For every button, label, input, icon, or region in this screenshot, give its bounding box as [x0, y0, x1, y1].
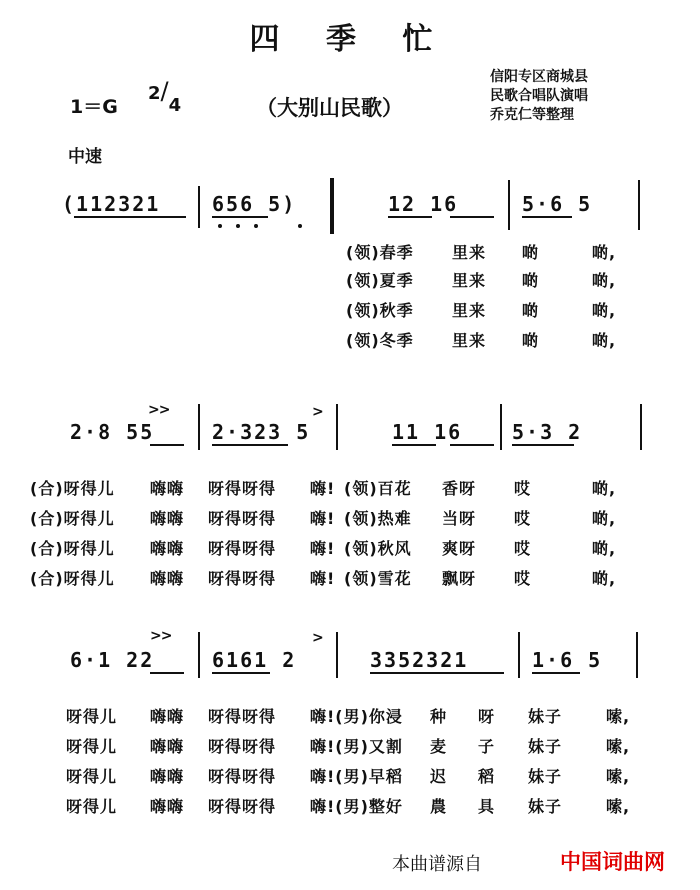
lyric-cell: 呀得呀得	[208, 509, 277, 528]
lyric-cell: (合)呀得儿	[30, 569, 115, 588]
lyric-cell: 里来	[452, 243, 487, 262]
lyric-cell: 迟	[430, 767, 448, 786]
lyric-cell: 呀得儿	[66, 767, 118, 786]
notes-r2-a: 2·8 55	[70, 420, 155, 444]
lyric-cell: 啲,	[592, 509, 617, 528]
credit-line: 民歌合唱队演唱	[490, 88, 588, 104]
lyric-cell: 嗨!	[310, 569, 336, 588]
lyric-cell: 嗨!(男)又割	[310, 737, 403, 756]
lyric-cell: (领)秋风	[344, 539, 412, 558]
lyric-cell: 嗨!	[310, 479, 336, 498]
time-signature: 2/4	[148, 77, 182, 116]
lyric-cell: (领)夏季	[346, 271, 414, 290]
lyric-cell: 啲	[522, 301, 540, 320]
lyric-cell: 里来	[452, 271, 487, 290]
lyric-cell: 嗦,	[606, 737, 631, 756]
lyric-cell: 呀得呀得	[208, 707, 277, 726]
lyric-cell: 嗨!(男)整好	[310, 797, 403, 816]
beam	[512, 444, 574, 446]
beam	[150, 444, 184, 446]
lyric-cell: 啲	[522, 331, 540, 350]
lyric-cell: 嗨!(男)你浸	[310, 707, 403, 726]
low-dot	[298, 224, 302, 228]
lyric-cell: 里来	[452, 301, 487, 320]
barline	[336, 632, 338, 678]
lyric-cell: 呀得呀得	[208, 797, 277, 816]
lyric-cell: 哎	[514, 509, 532, 528]
lyric-cell: 哎	[514, 539, 532, 558]
tempo-marking: 中速	[68, 147, 102, 167]
source-note: 本曲谱源自	[392, 854, 482, 875]
lyric-cell: 啲	[522, 243, 540, 262]
barline	[336, 404, 338, 450]
time-denominator: 4	[168, 95, 182, 116]
beam	[150, 672, 184, 674]
lyric-cell: 嗨嗨	[150, 569, 185, 588]
lyric-cell: 哎	[514, 569, 532, 588]
notes-r2-b: 2·323 5	[212, 420, 311, 444]
lyric-cell: 稻	[478, 767, 496, 786]
lyric-cell: 嗨嗨	[150, 797, 185, 816]
notes-r2-d: 5·3 2	[512, 420, 583, 444]
lyric-cell: 呀得呀得	[208, 479, 277, 498]
double-barline	[330, 178, 334, 234]
barline	[638, 180, 640, 230]
notes-r1-d: 5·6 5	[522, 192, 593, 216]
beam	[522, 216, 572, 218]
lyric-cell: 啲,	[592, 271, 617, 290]
notes-r3-a: 6·1 22	[70, 648, 155, 672]
lyric-cell: 啲	[522, 271, 540, 290]
notes-r1-c: 12 16	[388, 192, 459, 216]
key-signature: 1＝G	[70, 96, 118, 118]
lyric-cell: 当呀	[442, 509, 477, 528]
lyric-cell: 啲,	[592, 301, 617, 320]
barline	[198, 404, 200, 450]
lyric-cell: 麦	[430, 737, 448, 756]
lyric-cell: 具	[478, 797, 496, 816]
barline	[500, 404, 502, 450]
lyric-cell: 呀得儿	[66, 797, 118, 816]
lyric-cell: 啲,	[592, 331, 617, 350]
lyric-cell: 呀得儿	[66, 707, 118, 726]
lyric-cell: 飘呀	[442, 569, 477, 588]
lyric-cell: 嗨!	[310, 509, 336, 528]
lyric-cell: (领)热难	[344, 509, 412, 528]
lyric-cell: (合)呀得儿	[30, 539, 115, 558]
credit-line: 乔克仁等整理	[490, 107, 574, 123]
barline	[636, 632, 638, 678]
credit-line: 信阳专区商城县	[490, 69, 588, 85]
low-dot	[236, 224, 240, 228]
notes-r3-c: 3352321	[370, 648, 469, 672]
beam	[212, 444, 288, 446]
beam	[388, 216, 432, 218]
lyric-cell: 种	[430, 707, 448, 726]
lyric-cell: 呀	[478, 707, 496, 726]
notes-r2-c: 11 16	[392, 420, 463, 444]
lyric-cell: 嗨嗨	[150, 767, 185, 786]
barline	[198, 632, 200, 678]
time-numerator: 2	[148, 83, 161, 104]
lyric-cell: (领)冬季	[346, 331, 414, 350]
lyric-cell: 啲,	[592, 569, 617, 588]
notes-r1-b: 656 5)	[212, 192, 297, 216]
accent-mark: >	[312, 630, 323, 646]
lyric-cell: 爽呀	[442, 539, 477, 558]
lyric-cell: (领)雪花	[344, 569, 412, 588]
lyric-cell: (合)呀得儿	[30, 509, 115, 528]
lyric-cell: 啲,	[592, 243, 617, 262]
lyric-cell: 呀得儿	[66, 737, 118, 756]
lyric-cell: 嗨!	[310, 539, 336, 558]
beam	[532, 672, 580, 674]
subtitle: （大别山民歌）	[256, 96, 403, 120]
lyric-cell: 嗨嗨	[150, 707, 185, 726]
lyric-cell: 哎	[514, 479, 532, 498]
lyric-cell: 呀得呀得	[208, 569, 277, 588]
beam	[370, 672, 504, 674]
notes-r1-a: (112321	[62, 192, 161, 216]
low-dot	[254, 224, 258, 228]
lyric-cell: 農	[430, 797, 448, 816]
lyric-cell: 香呀	[442, 479, 477, 498]
lyric-cell: 嗨嗨	[150, 539, 185, 558]
notes-r3-b: 6161 2	[212, 648, 297, 672]
lyric-cell: (领)百花	[344, 479, 412, 498]
beam	[212, 216, 268, 218]
lyric-cell: 嗨嗨	[150, 479, 185, 498]
barline	[508, 180, 510, 230]
beam	[212, 672, 270, 674]
lyric-cell: (领)秋季	[346, 301, 414, 320]
accent-mark: >>	[148, 402, 170, 418]
beam	[450, 216, 494, 218]
lyric-cell: 嗦,	[606, 707, 631, 726]
accent-mark: >	[312, 404, 323, 420]
lyric-cell: 嗦,	[606, 797, 631, 816]
beam	[450, 444, 494, 446]
site-link[interactable]: 中国词曲网	[560, 850, 665, 874]
lyric-cell: 子	[478, 737, 496, 756]
lyric-cell: 啲,	[592, 539, 617, 558]
lyric-cell: 呀得呀得	[208, 767, 277, 786]
lyric-cell: 妹子	[528, 767, 563, 786]
lyric-cell: 妹子	[528, 797, 563, 816]
barline	[640, 404, 642, 450]
lyric-cell: 啲,	[592, 479, 617, 498]
lyric-cell: 嗨!(男)早稻	[310, 767, 403, 786]
beam	[392, 444, 436, 446]
lyric-cell: 里来	[452, 331, 487, 350]
lyric-cell: 妹子	[528, 737, 563, 756]
low-dot	[218, 224, 222, 228]
lyric-cell: 嗨嗨	[150, 737, 185, 756]
lyric-cell: 嗦,	[606, 767, 631, 786]
lyric-cell: 呀得呀得	[208, 737, 277, 756]
barline	[198, 186, 200, 228]
lyric-cell: 妹子	[528, 707, 563, 726]
barline	[518, 632, 520, 678]
beam	[74, 216, 186, 218]
credits	[490, 68, 588, 125]
lyric-cell: 呀得呀得	[208, 539, 277, 558]
notes-r3-d: 1·6 5	[532, 648, 603, 672]
lyric-cell: (合)呀得儿	[30, 479, 115, 498]
accent-mark: >>	[150, 628, 172, 644]
lyric-cell: 嗨嗨	[150, 509, 185, 528]
lyric-cell: (领)春季	[346, 243, 414, 262]
page-title: 四 季 忙	[249, 22, 451, 57]
